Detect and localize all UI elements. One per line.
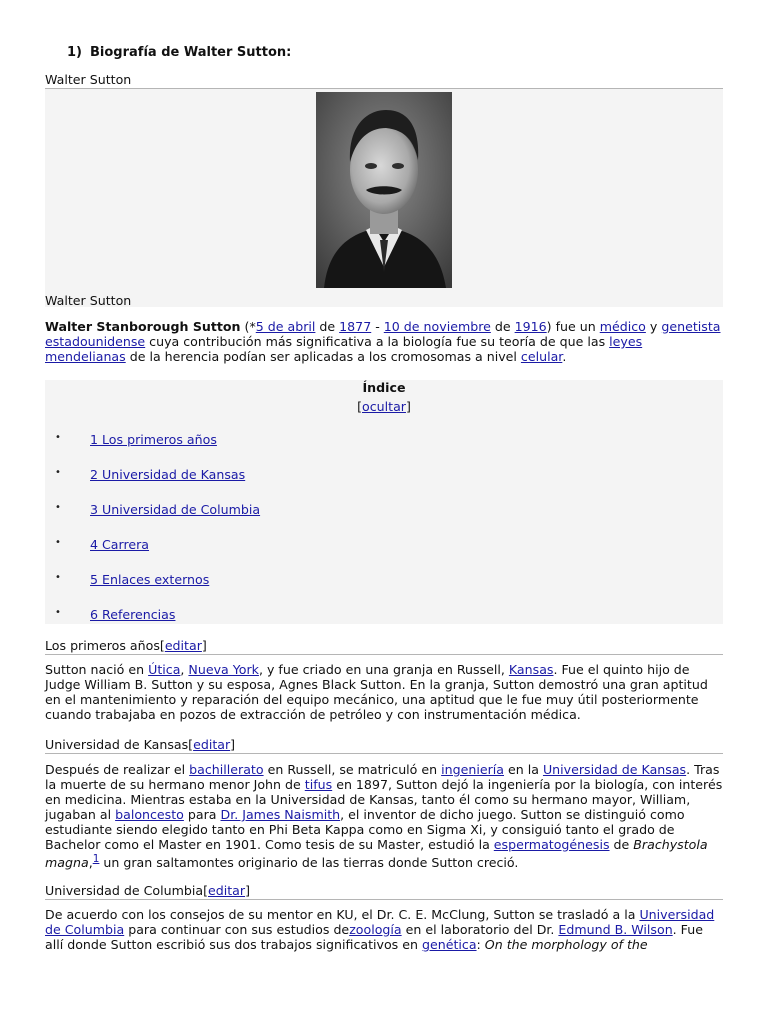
infobox: [45, 89, 723, 307]
link-leyes-mendelianas[interactable]: leyes mendelianas: [45, 334, 643, 364]
toc-link-universidad-kansas[interactable]: 2 Universidad de Kansas: [90, 467, 246, 482]
intro-text: de: [315, 319, 340, 334]
infobox-caption: Walter Sutton: [45, 293, 132, 308]
toc-item: [55, 467, 246, 482]
link-death-day[interactable]: 10 de noviembre: [383, 319, 491, 334]
toc-toggle: [45, 399, 723, 414]
bracket-close: ]: [245, 883, 250, 898]
reference-link[interactable]: 1: [92, 853, 100, 865]
toc-hide-link[interactable]: ocultar: [362, 399, 406, 414]
walter-sutton-portrait: [316, 92, 452, 288]
link-death-year[interactable]: 1916: [514, 319, 547, 334]
toc-item: [55, 607, 176, 622]
toc-link-universidad-columbia[interactable]: 3 Universidad de Columbia: [90, 502, 261, 517]
edit-link[interactable]: editar: [164, 638, 202, 653]
para-text: ,: [180, 662, 189, 677]
bracket-open: [: [357, 399, 363, 414]
section-title-text: Universidad de Columbia: [45, 883, 204, 898]
bullet-icon: •: [55, 537, 61, 548]
toc-title: Índice: [362, 380, 406, 395]
bullet-icon: •: [55, 432, 61, 443]
link-james-naismith[interactable]: Dr. James Naismith: [220, 807, 341, 822]
heading-text: Biografía de Walter Sutton:: [90, 45, 292, 60]
bullet-icon: •: [55, 467, 61, 478]
link-celular[interactable]: celular: [520, 349, 563, 364]
heading-number: 1): [67, 45, 82, 60]
edit-link[interactable]: editar: [193, 737, 231, 752]
section-title-text: Universidad de Kansas: [45, 737, 189, 752]
paragraph-universidad-kansas: [45, 762, 725, 870]
intro-text: -: [371, 319, 384, 334]
intro-text: y: [645, 319, 662, 334]
para-text: , el inventor de dicho juego. Sutton se distinguió como estudiante siendo elegido tanto en Phi Beta Kappa como en Sigma Xi, y consiguió tanto el grado de Bachelor como el Master en 1901. Como tesis de su Master, estudió la: [45, 807, 685, 852]
table-of-contents: [45, 380, 723, 624]
link-universidad-de-kansas[interactable]: Universidad de Kansas: [542, 762, 687, 777]
para-text: , y fue criado en una granja en Russell,: [258, 662, 509, 677]
bracket-close: ]: [405, 399, 411, 414]
bullet-icon: •: [55, 572, 61, 583]
bracket-open: [: [188, 737, 194, 752]
link-zoologia[interactable]: zoología: [349, 922, 402, 937]
link-birth-year[interactable]: 1877: [339, 319, 372, 334]
link-genetica[interactable]: genética: [421, 937, 477, 952]
para-text: . Tras la muerte de su hermano menor John de: [45, 762, 720, 792]
para-text: Después de realizar el: [45, 762, 190, 777]
para-text: un gran saltamontes originario de las tierras donde Sutton creció.: [99, 855, 519, 871]
link-kansas[interactable]: Kansas: [508, 662, 554, 677]
bracket-close: ]: [230, 737, 236, 752]
para-text: . Fue el quinto hijo de Judge William B. Sutton y su esposa, Agnes Black Sutton. En la granja, Sutton demostró una gran aptitud en el mantenimiento y reparación del equipo mecánico, una aptitud que le fue muy útil posteriormente cuando trabajaba en pozos de extracción de petróleo y con instrumentación médica.: [45, 662, 708, 722]
link-genetista[interactable]: genetista: [661, 319, 721, 334]
intro-text: (*: [240, 319, 256, 334]
subject-name: Walter Stanborough Sutton: [45, 319, 241, 334]
toc-item: [55, 502, 261, 517]
toc-link-primeros-anos[interactable]: 1 Los primeros años: [90, 432, 217, 447]
section-title-text: Los primeros años: [45, 638, 160, 653]
para-text: para: [183, 807, 221, 822]
toc-item: [55, 432, 217, 447]
link-espermatogenesis[interactable]: espermatogénesis: [493, 837, 610, 852]
link-bachillerato[interactable]: bachillerato: [189, 762, 264, 777]
bullet-icon: •: [55, 607, 61, 618]
toc-link-enlaces-externos[interactable]: 5 Enlaces externos: [90, 572, 210, 587]
para-text: en el laboratorio del Dr.: [401, 922, 559, 937]
bracket-open: [: [159, 638, 165, 653]
intro-text: de la herencia podían ser aplicadas a los cromosomas a nivel: [125, 349, 521, 364]
toc-link-referencias[interactable]: 6 Referencias: [90, 607, 176, 622]
link-ingenieria[interactable]: ingeniería: [441, 762, 504, 777]
toc-link-carrera[interactable]: 4 Carrera: [90, 537, 150, 552]
page-heading: [67, 45, 291, 60]
link-utica[interactable]: Útica: [148, 662, 181, 677]
section-title-primeros-anos: [45, 638, 723, 655]
bracket-close: ]: [201, 638, 207, 653]
para-text: para continuar con sus estudios de: [124, 922, 350, 937]
intro-paragraph: [45, 319, 725, 364]
infobox-title: Walter Sutton: [45, 72, 723, 89]
para-text: de: [609, 837, 634, 852]
para-text: De acuerdo con los consejos de su mentor en KU, el Dr. C. E. McClung, Sutton se trasladó a la: [45, 907, 640, 922]
edit-link[interactable]: editar: [207, 883, 246, 898]
intro-text: .: [562, 349, 567, 364]
section-title-universidad-kansas: [45, 737, 723, 754]
para-text: . Fue allí donde Sutton escribió sus dos trabajos significativos en: [45, 922, 703, 952]
intro-text: cuya contribución más significativa a la biología fue su teoría de que las: [145, 334, 610, 349]
para-text: :: [476, 937, 485, 952]
link-nueva-york[interactable]: Nueva York: [188, 662, 259, 677]
para-text: Sutton nació en: [45, 662, 149, 677]
toc-item: [55, 572, 210, 587]
toc-item: [55, 537, 150, 552]
intro-text: de: [490, 319, 515, 334]
work-title: On the morphology of the: [484, 937, 648, 952]
bracket-open: [: [203, 883, 208, 898]
para-text: en la: [503, 762, 543, 777]
link-medico[interactable]: médico: [599, 319, 646, 334]
para-text: en 1897, Sutton dejó la ingeniería por la biología, con interés en medicina. Mientras estaba en la Universidad de Kansas, tanto él como su hermano mayor, William, jugaban al: [45, 777, 723, 822]
para-text: en Russell, se matriculó en: [263, 762, 442, 777]
section-title-universidad-columbia: [45, 883, 723, 900]
link-birth-day[interactable]: 5 de abril: [255, 319, 316, 334]
bullet-icon: •: [55, 502, 61, 513]
link-baloncesto[interactable]: baloncesto: [115, 807, 184, 822]
link-edmund-wilson[interactable]: Edmund B. Wilson: [558, 922, 673, 937]
para-text: ,: [88, 855, 93, 871]
link-universidad-de-columbia[interactable]: Universidad de Columbia: [45, 907, 715, 937]
intro-text: ) fue un: [546, 319, 600, 334]
species-name: Brachystola magna: [45, 837, 708, 871]
paragraph-primeros-anos: [45, 662, 725, 722]
link-tifus[interactable]: tifus: [304, 777, 333, 792]
link-estadounidense[interactable]: estadounidense: [45, 334, 146, 349]
paragraph-universidad-columbia: [45, 907, 725, 952]
